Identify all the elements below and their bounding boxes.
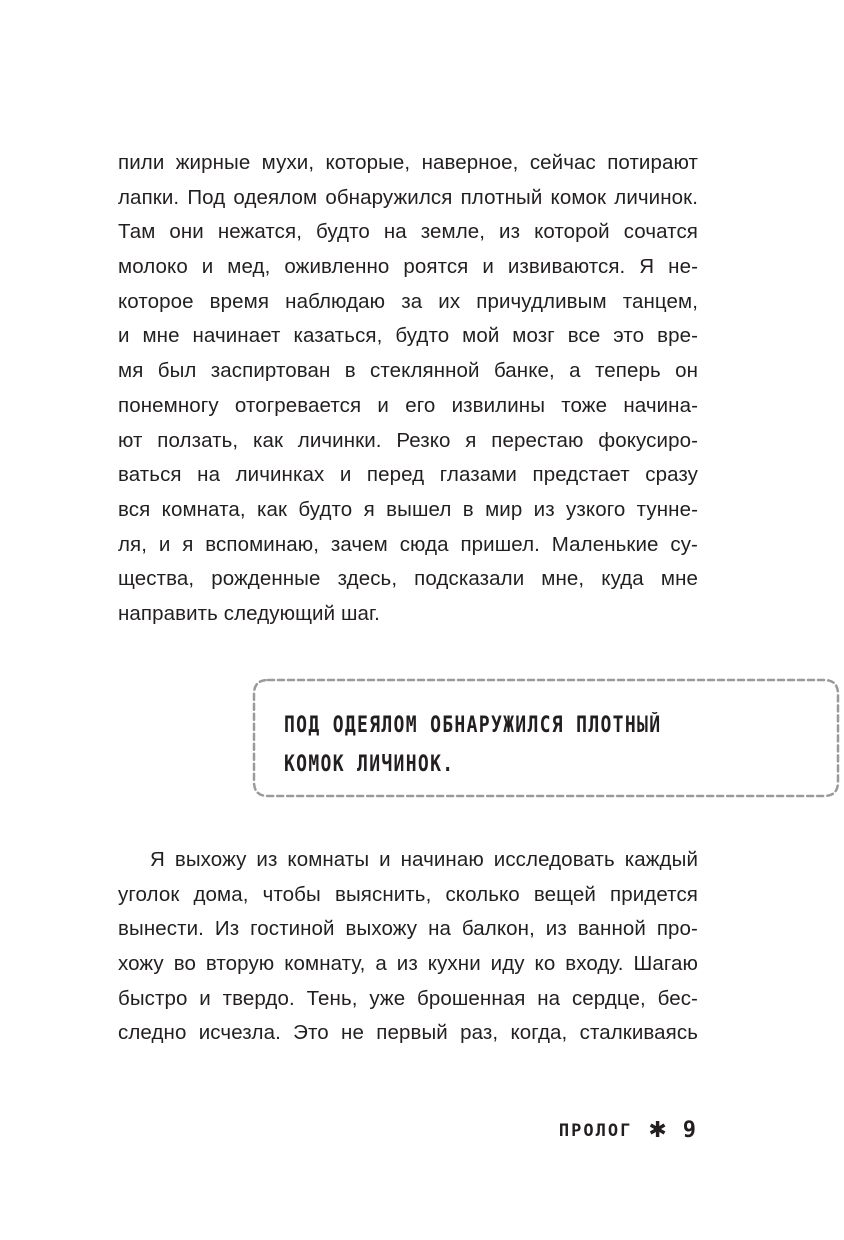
- text-line: лапки. Под одеялом обнаружился плотный комок личинок.: [118, 185, 698, 209]
- text-line: пили жирные мухи, которые, наверное, сейчас потирают: [118, 151, 698, 174]
- page-number: 9: [682, 1118, 696, 1143]
- text-line: ля, и я вспоминаю, зачем сюда пришел. Маленькие су-: [118, 532, 698, 556]
- text-line: щества, рожденные здесь, подсказали мне, куда мне: [118, 567, 698, 591]
- text-line: вынести. Из гостиной выхожу на балкон, из ванной про-: [118, 917, 698, 941]
- pull-quote-text: [284, 706, 661, 784]
- text-line: понемногу отогревается и его извилины тоже начина-: [118, 393, 698, 417]
- text-line: вся комната, как будто я вышел в мир из узкого тунне-: [118, 497, 698, 521]
- text-line-last: направить следующий шаг.: [118, 601, 380, 625]
- text-line: и мне начинает казаться, будто мой мозг все это вре-: [118, 324, 698, 348]
- text-line: Я выхожу из комнаты и начинаю исследовать каждый: [150, 848, 698, 871]
- text-line: молоко и мед, оживленно роятся и извиваются. Я не-: [118, 255, 698, 279]
- text-line: которое время наблюдаю за их причудливым танцем,: [118, 289, 698, 313]
- text-line: Там они нежатся, будто на земле, из которой сочатся: [118, 220, 698, 244]
- body-paragraph-1: [118, 146, 698, 632]
- text-line: хожу во вторую комнату, а из кухни иду ко входу. Шагаю: [118, 952, 698, 976]
- section-title: ПРОЛОГ: [558, 1120, 633, 1141]
- asterisk-icon: ✱: [648, 1118, 667, 1143]
- text-line: ваться на личинках и перед глазами предстает сразу: [118, 463, 698, 487]
- pull-quote-line: КОМОК ЛИЧИНОК.: [284, 752, 455, 777]
- text-line: уголок дома, чтобы выяснить, сколько вещей придется: [118, 882, 698, 906]
- pull-quote-line: ПОД ОДЕЯЛОМ ОБНАРУЖИЛСЯ ПЛОТНЫЙ: [284, 713, 662, 738]
- text-line: мя был заспиртован в стеклянной банке, а теперь он: [118, 359, 698, 383]
- text-line: следно исчезла. Это не первый раз, когда, сталкиваясь: [118, 1021, 698, 1045]
- pull-quote-box: [252, 678, 840, 798]
- page-footer: [559, 1118, 696, 1143]
- text-line: ют ползать, как личинки. Резко я перестаю фокусиро-: [118, 428, 698, 452]
- body-paragraph-2: [118, 843, 698, 1051]
- text-line: быстро и твердо. Тень, уже брошенная на сердце, бес-: [118, 986, 698, 1010]
